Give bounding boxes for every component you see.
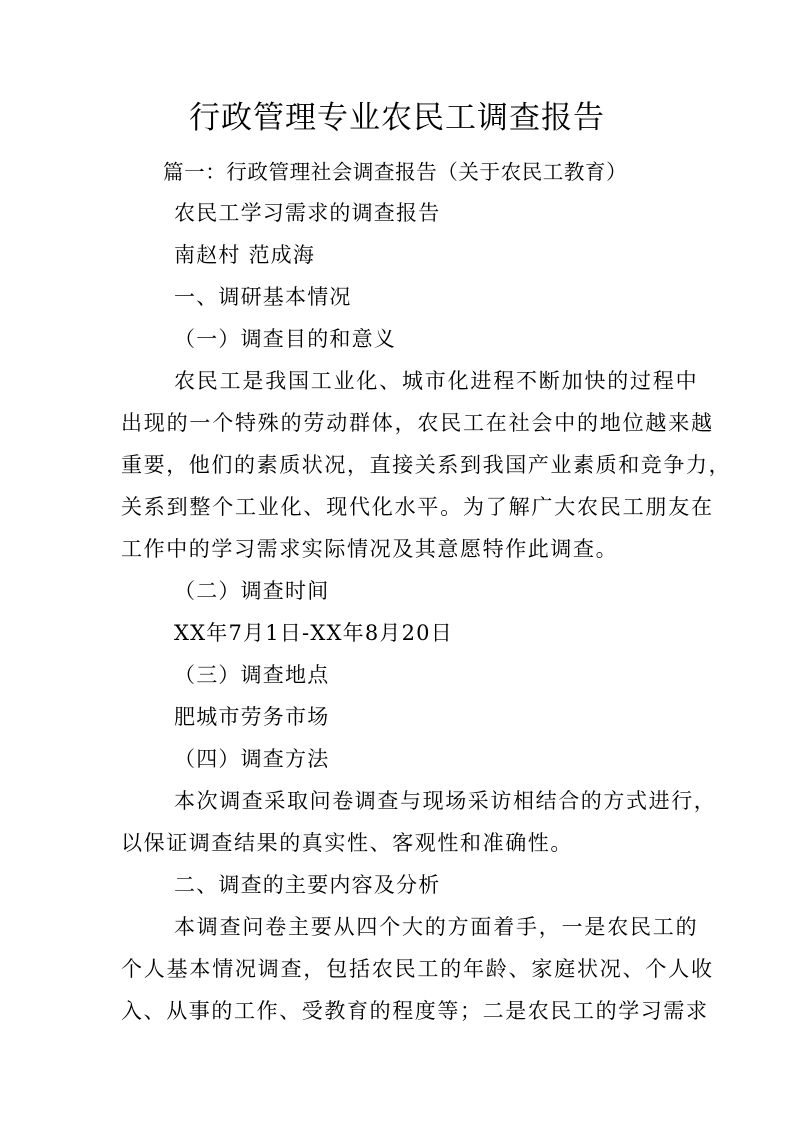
- paragraph-line: 重要，他们的素质状况，直接关系到我国产业素质和竞争力，: [121, 453, 732, 477]
- document-title: 行政管理专业农民工调查报告: [189, 100, 605, 136]
- paragraph-line: 农民工是我国工业化、城市化进程不断加快的过程中: [174, 369, 699, 393]
- report-heading: 农民工学习需求的调查报告: [174, 201, 441, 225]
- paragraph-line: 工作中的学习需求实际情况及其意愿特作此调查。: [121, 537, 619, 561]
- section-heading-2: 二、调查的主要内容及分析: [174, 873, 441, 897]
- paragraph-line: 关系到整个工业化、现代化水平。为了解广大农民工朋友在: [121, 495, 714, 519]
- author-line: 南赵村 范成海: [174, 243, 316, 267]
- paragraph-line: 入、从事的工作、受教育的程度等；二是农民工的学习需求: [121, 999, 709, 1023]
- subsection-heading-time: （二）调查时间: [174, 579, 330, 603]
- paragraph-line: 本次调查采取问卷调查与现场采访相结合的方式进行，: [174, 789, 717, 813]
- paragraph-line: 以保证调查结果的真实性、客观性和准确性。: [121, 831, 573, 855]
- section-subtitle: 篇一：行政管理社会调查报告（关于农民工教育）: [163, 160, 628, 184]
- paragraph-line: 出现的一个特殊的劳动群体，农民工在社会中的地位越来越: [121, 411, 714, 435]
- survey-location-value: 肥城市劳务市场: [174, 705, 330, 729]
- subsection-heading-location: （三）调查地点: [174, 663, 330, 687]
- section-heading-1: 一、调研基本情况: [174, 285, 352, 309]
- paragraph-line: 本调查问卷主要从四个大的方面着手，一是农民工的: [174, 915, 699, 939]
- paragraph-line: 个人基本情况调查，包括农民工的年龄、家庭状况、个人收: [121, 957, 714, 981]
- survey-time-value: XX年7月1日-XX年8月20日: [174, 621, 453, 645]
- subsection-heading-purpose: （一）调查目的和意义: [174, 327, 396, 351]
- subsection-heading-method: （四）调查方法: [174, 747, 330, 771]
